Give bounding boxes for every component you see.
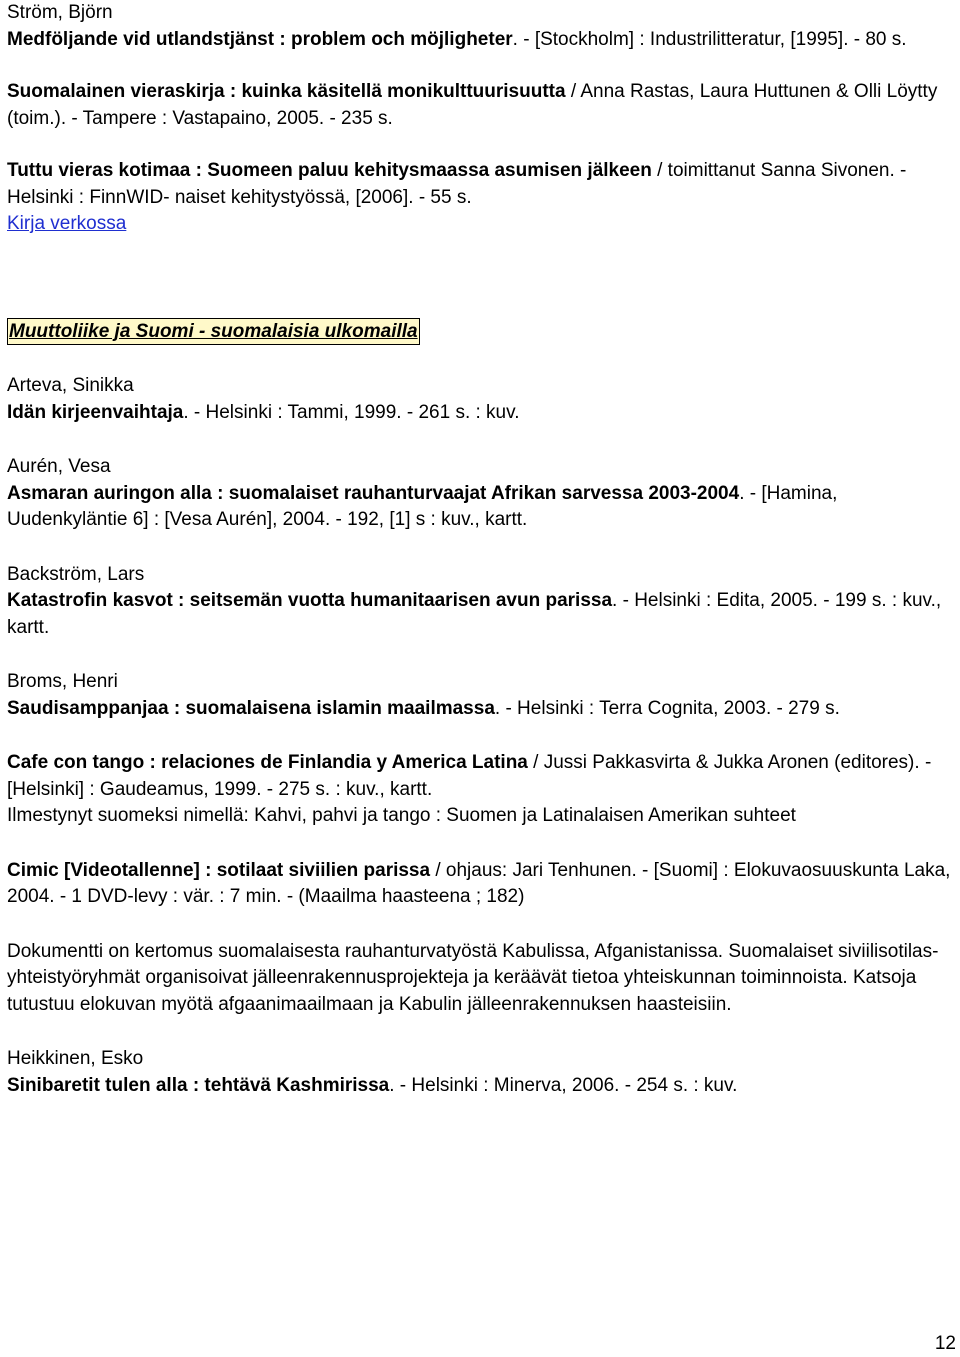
entry-author: Heikkinen, Esko [7, 1048, 144, 1069]
bibliography-entry [7, 373, 955, 426]
bibliography-entry [7, 1046, 955, 1099]
entry-author: Broms, Henri [7, 671, 118, 692]
bibliography-entry [7, 454, 955, 534]
bibliography-entry [7, 0, 955, 53]
entry-title: Tuttu vieras kotimaa : Suomeen paluu kehitysmaassa asumisen jälkeen [7, 160, 652, 181]
page-number: 12 [934, 1333, 956, 1354]
entry-title: Cimic [Videotallenne] : sotilaat siviilien parissa [7, 859, 431, 881]
entry-details: . - Helsinki : Terra Cognita, 2003. - 279 s. [494, 697, 840, 719]
entry-details: . - Helsinki : Minerva, 2006. - 254 s. : kuv. [389, 1074, 738, 1096]
bibliography-entry [7, 858, 955, 911]
bibliography-entry [7, 669, 955, 722]
section-heading-wrap [7, 318, 955, 346]
entry-title: Cafe con tango : relaciones de Finlandia y America Latina [7, 752, 528, 773]
section-heading: Muuttoliike ja Suomi - suomalaisia ulkomailla [7, 318, 420, 345]
entry-details: / Anna Rastas, Laura Huttunen & Olli Löytty (toim.). - Tampere : Vastapaino, 2005. - 235 s. [7, 81, 938, 129]
entry-author: Ström, Björn [7, 2, 113, 23]
entry-details: / ohjaus: Jari Tenhunen. - [Suomi] : Elokuvaosuuskunta Laka, 2004. - 1 DVD-levy : vär. : 7 min. - (Maailma haasteena ; 182) [7, 859, 951, 907]
entry-description: Dokumentti on kertomus suomalaisesta rauhanturvatyöstä Kabulissa, Afganistanissa. Suomalaiset siviilisotilas-yhteistyöryhmät organisoivat jälleenrakennusprojekteja ja keräävät tietoa yhteiskunnan toiminnoista. Katsoja tutustuu elokuvan myötä afgaanimaailmaan ja Kabulin jälleenrakennuksen haasteisiin. [7, 940, 939, 1015]
entry-title: Saudisamppanjaa : suomalaisena islamin maailmassa [7, 697, 495, 719]
document-page [7, 0, 955, 1099]
entry-author: Arteva, Sinikka [7, 375, 134, 396]
entry-title: Katastrofin kasvot : seitsemän vuotta humanitaarisen avun parissa [7, 590, 613, 611]
online-book-link[interactable]: Kirja verkossa [7, 213, 127, 234]
entry-details: . - [Hamina, Uudenkyläntie 6] : [Vesa Aurén], 2004. - 192, [1] s : kuv., kartt. [7, 482, 838, 530]
bibliography-entry [7, 562, 955, 642]
bibliography-entry [7, 750, 955, 830]
entry-details: . - Helsinki : Edita, 2005. - 199 s. : kuv., kartt. [7, 590, 942, 638]
entry-details: . - [Stockholm] : Industrilitteratur, [1995]. - 80 s. [512, 28, 907, 50]
entry-title: Suomalainen vieraskirja : kuinka käsitellä monikulttuurisuutta [7, 81, 566, 102]
entry-details: . - Helsinki : Tammi, 1999. - 261 s. : kuv. [183, 401, 520, 423]
entry-author: Aurén, Vesa [7, 456, 111, 477]
bibliography-entry [7, 158, 955, 238]
entry-details: / toimittanut Sanna Sivonen. - Helsinki : FinnWID- naiset kehitystyössä, [2006]. - 55 s. [7, 160, 907, 208]
bibliography-entry [7, 79, 955, 132]
entry-note: Ilmestynyt suomeksi nimellä: Kahvi, pahvi ja tango : Suomen ja Latinalaisen Amerikan suhteet [7, 805, 796, 826]
entry-author: Backström, Lars [7, 563, 145, 585]
entry-title: Asmaran auringon alla : suomalaiset rauhanturvaajat Afrikan sarvessa 2003-2004 [7, 482, 740, 504]
entry-title: Medföljande vid utlandstjänst : problem och möjligheter [7, 28, 513, 50]
entry-title: Idän kirjeenvaihtaja [7, 401, 184, 423]
entry-title: Sinibaretit tulen alla : tehtävä Kashmirissa [7, 1074, 390, 1096]
entry-details: / Jussi Pakkasvirta & Jukka Aronen (editores). - [Helsinki] : Gaudeamus, 1999. - 275 s. : kuv., kartt. [7, 752, 932, 800]
